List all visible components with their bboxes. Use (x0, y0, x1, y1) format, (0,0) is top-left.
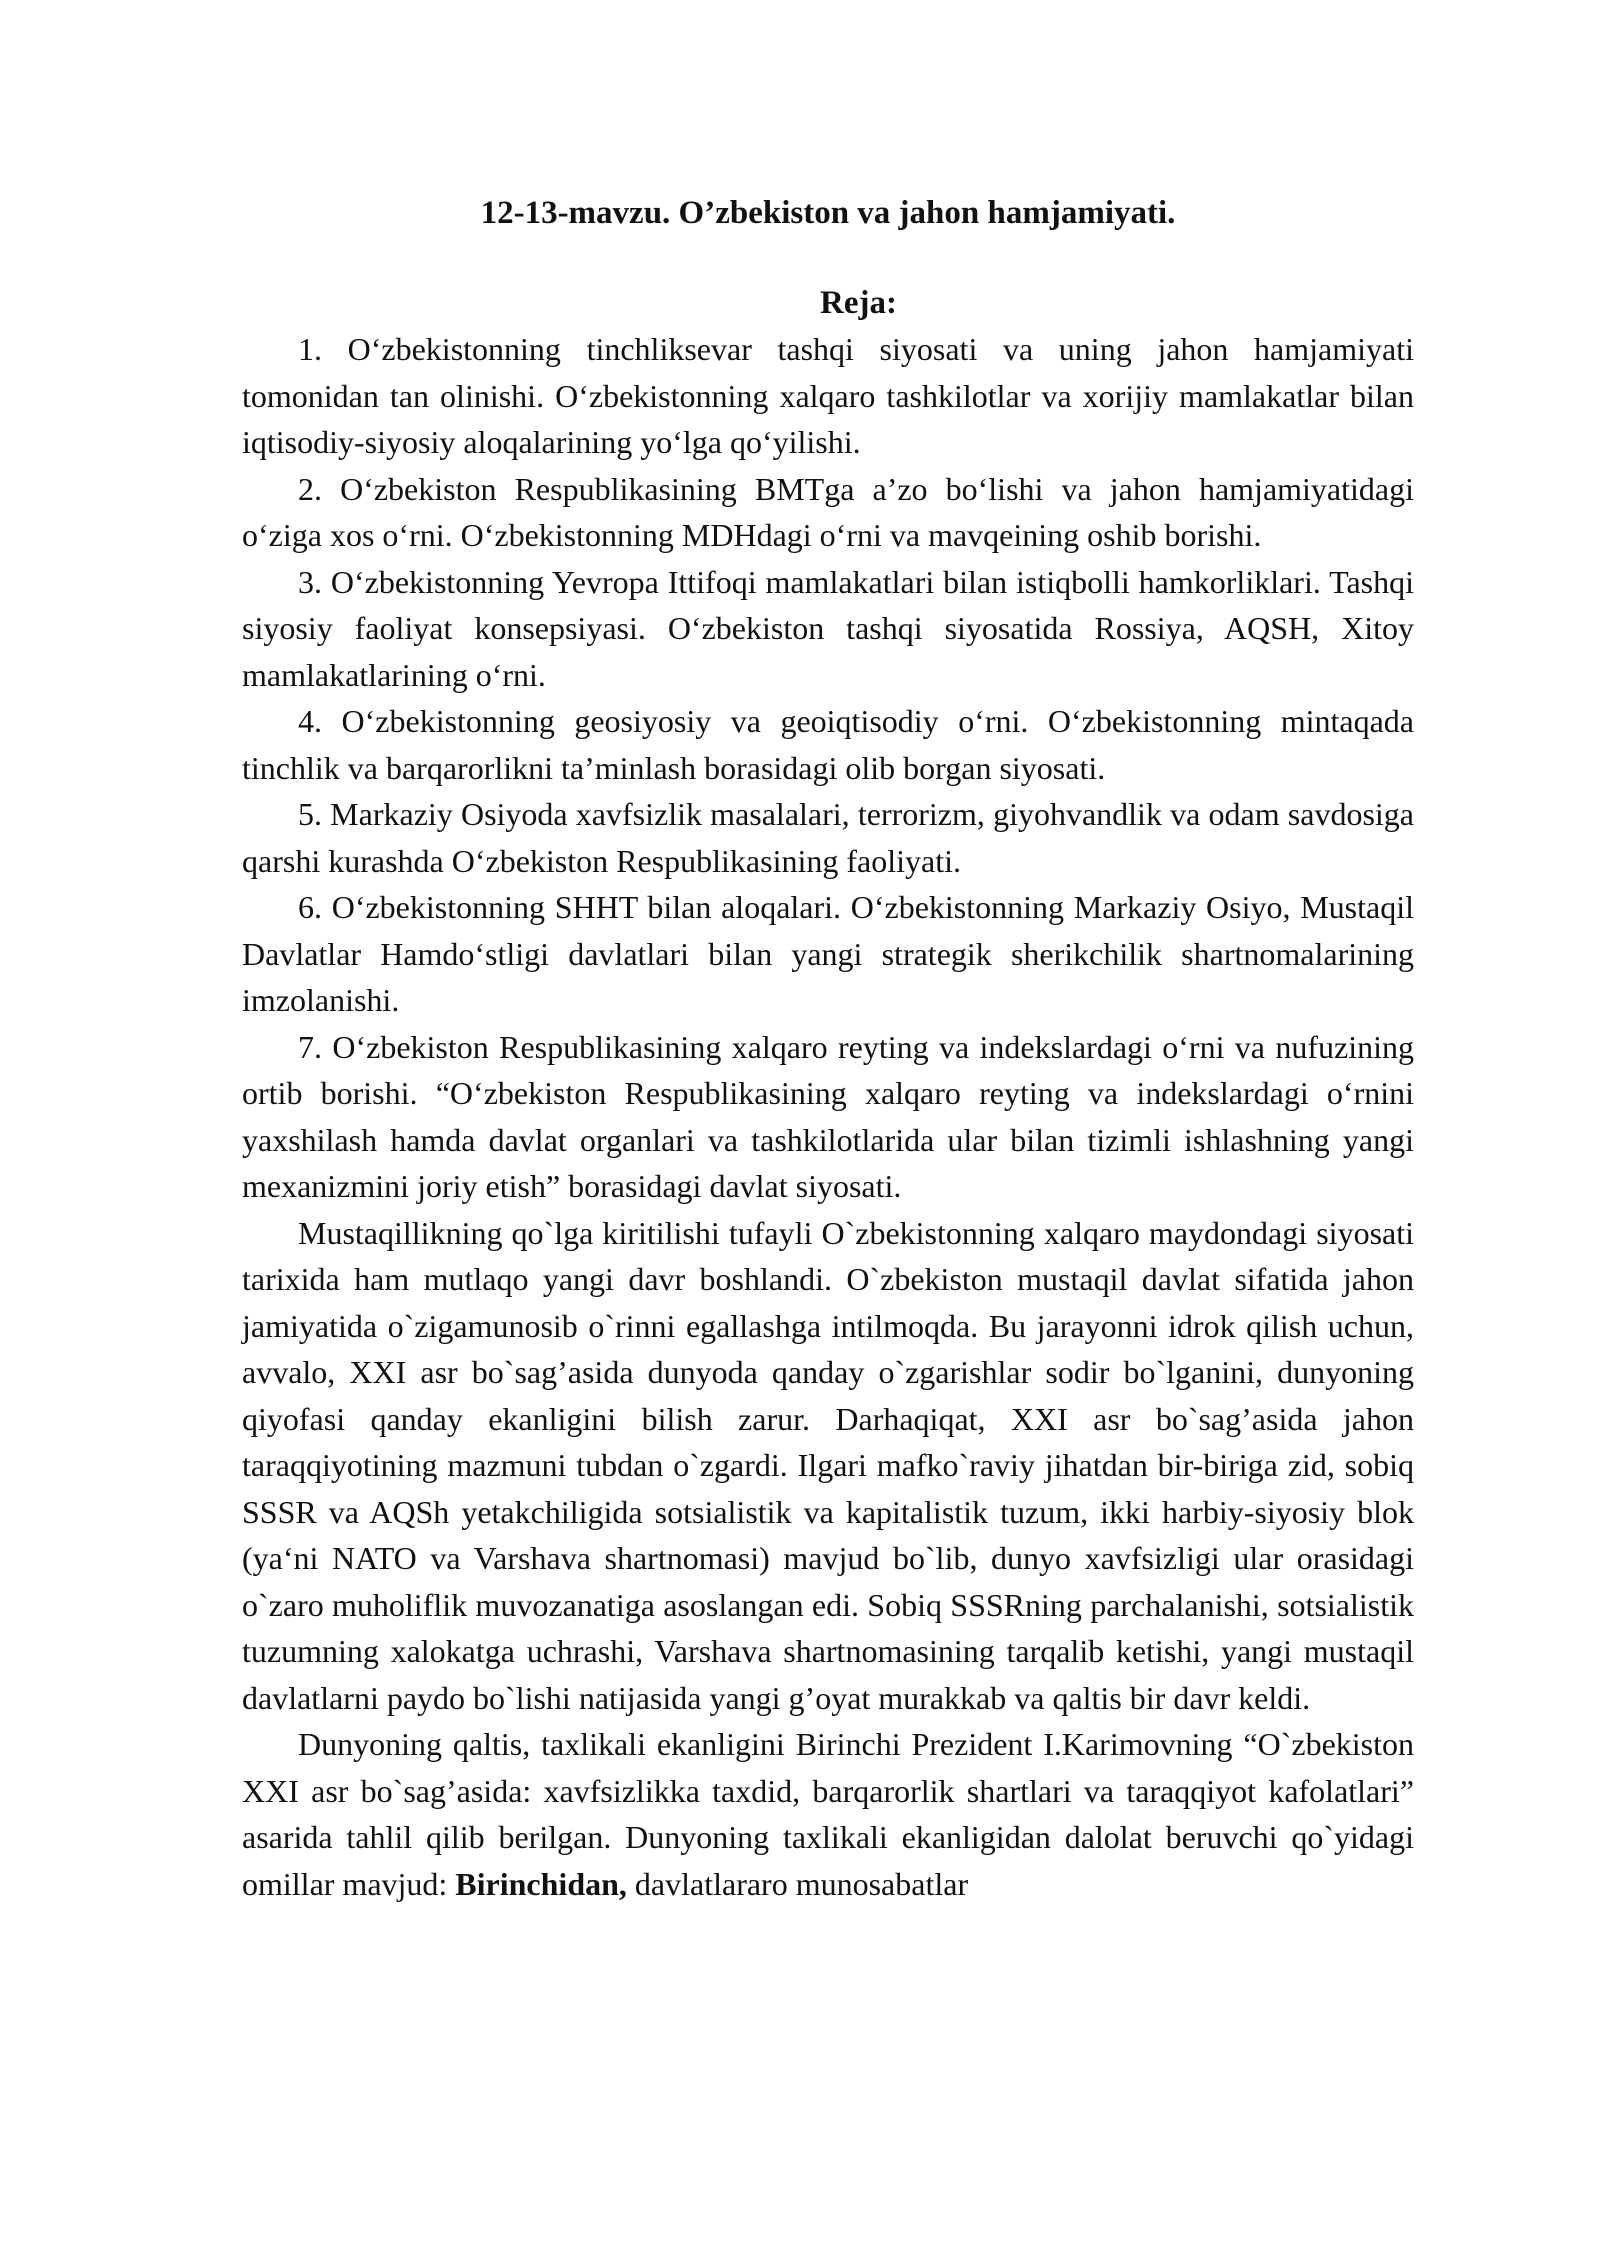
plan-item: 6. O‘zbekistonning SHHT bilan aloqalari. O‘zbekistonning Markaziy Osiyo, Mustaqil Davlatlar Hamdo‘stligi davlatlari bilan yangi strategik sherikchilik shartnomalarining imzolanishi. (242, 889, 1414, 1018)
plan-item: 1. O‘zbekistonning tinchliksevar tashqi siyosati va uning jahon hamjamiyati tomonidan tan olinishi. O‘zbekistonning xalqaro tashkilotlar va xorijiy mamlakatlar bilan iqtisodiy-siyosiy aloqalarining yo‘lga qo‘yilishi. (242, 331, 1414, 460)
plan-heading: Reja: (820, 285, 897, 321)
page-title: 12-13-mavzu. O’zbekiston va jahon hamjamiyati. (480, 195, 1176, 231)
body-paragraph (242, 1721, 1414, 1907)
plan-item: 5. Markaziy Osiyoda xavfsizlik masalalari, terrorizm, giyohvandlik va odam savdosiga qarshi kurashda O‘zbekiston Respublikasining faoliyati. (242, 796, 1414, 879)
bold-term: Birinchidan, (455, 1865, 627, 1902)
paragraph-text: davlatlararo munosabatlar (626, 1865, 969, 1902)
body-paragraph: Mustaqillikning qo`lga kiritilishi tufayli O`zbekistonning xalqaro maydondagi siyosati tarixida ham mutlaqo yangi davr boshlandi. O`zbekiston mustaqil davlat sifatida jahon jamiyatida o`zigamunosib o`rinni egallashga intilmoqda. Bu jarayonni idrok qilish uchun, avvalo, XXI asr bo`sag’asida dunyoda qanday o`zgarishlar sodir bo`lganini, dunyoning qiyofasi qanday ekanligini bilish zarur. Darhaqiqat, XXI asr bo`sag’asida jahon taraqqiyotining mazmuni tubdan o`zgardi. Ilgari mafko`raviy jihatdan bir-biriga zid, sobiq SSSR va AQSh yetakchiligida sotsialistik va kapitalistik tuzum, ikki harbiy-siyosiy blok (ya‘ni NATO va Varshava shartnomasi) mavjud bo`lib, dunyo xavfsizligi ular orasidagi o`zaro muholiflik muvozanatiga asoslangan edi. Sobiq SSSRning parchalanishi, sotsialistik tuzumning xalokatga uchrashi, Varshava shartnomasining tarqalib ketishi, yangi mustaqil davlatlarni paydo bo`lishi natijasida yangi g’oyat murakkab va qaltis bir davr keldi. (242, 1214, 1414, 1716)
plan-list (242, 326, 1414, 1210)
paragraph-text: Dunyoning qaltis, taxlikali ekanligini Birinchi Prezident I.Karimovning “O`zbekiston XXI asr bo`sag’asida: xavfsizlikka taxdid, barqarorlik shartlari va taraqqiyot kafolatlari” asarida tahlil qilib berilgan. Dunyoning taxlikali ekanligidan dalolat beruvchi qo`yidagi omillar mavjud: (242, 1726, 1414, 1902)
document-body (242, 190, 1414, 1907)
plan-item: 4. O‘zbekistonning geosiyosiy va geoiqtisodiy o‘rni. O‘zbekistonning mintaqada tinchlik va barqarorlikni ta’minlash borasidagi olib borgan siyosati. (242, 703, 1414, 786)
plan-item: 2. O‘zbekiston Respublikasining BMTga a’zo bo‘lishi va jahon hamjamiyatidagi o‘ziga xos o‘rni. O‘zbekistonning MDHdagi o‘rni va mavqeining oshib borishi. (242, 470, 1414, 553)
plan-item: 3. O‘zbekistonning Yevropa Ittifoqi mamlakatlari bilan istiqbolli hamkorliklari. Tashqi siyosiy faoliyat konsepsiyasi. O‘zbekiston tashqi siyosatida Rossiya, AQSH, Xitoy mamlakatlarining o‘rni. (242, 563, 1414, 693)
plan-item: 7. O‘zbekiston Respublikasining xalqaro reyting va indekslardagi o‘rni va nufuzining ortib borishi. “O‘zbekiston Respublikasining xalqaro reyting va indekslardagi o‘rnini yaxshilash hamda davlat organlari va tashkilotlarida ular bilan tizimli ishlashning yangi mexanizmini joriy etish” borasidagi davlat siyosati. (242, 1028, 1414, 1204)
